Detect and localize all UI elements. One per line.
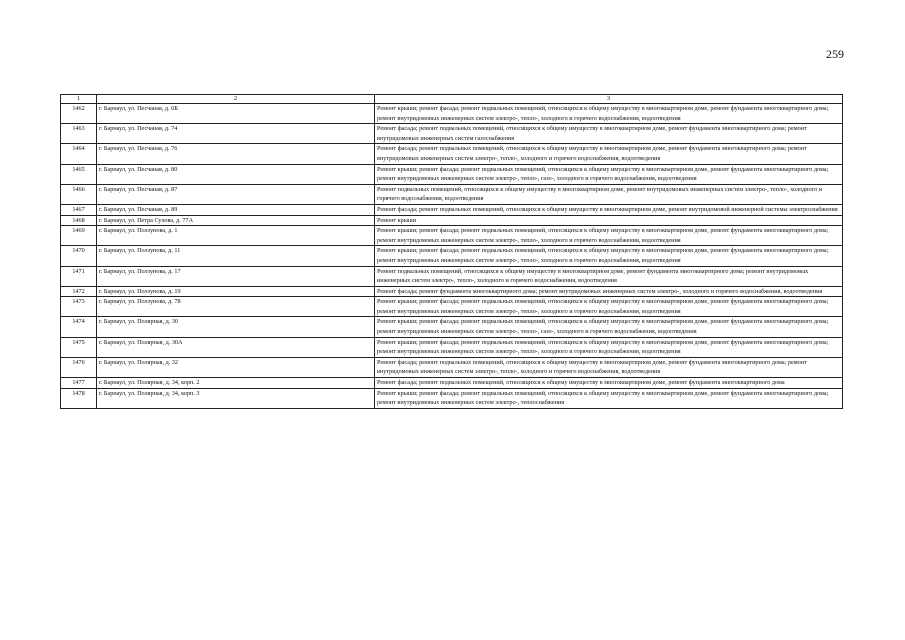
table-row [61,215,843,226]
row-number-cell: 1463 [61,124,97,144]
repair-works-cell: Ремонт подвальных помещений, относящихся к общему имуществу в многоквартирном доме, ремонт фундамента многоквартирного дома; ремонт внутридомовых инженерных систем электро-, тепло-, холодного и горячего водоснабжения, водоотведения [375,266,843,286]
column-header-3: 3 [375,95,843,104]
table-row [61,317,843,337]
row-number-cell: 1462 [61,104,97,124]
address-cell: г. Барнаул, ул. Песчаная, д. 89 [97,204,375,215]
repair-works-cell: Ремонт фасада; ремонт подвальных помещений, относящихся к общему имуществу в многоквартирном доме, ремонт фундамента многоквартирного дома; ремонт внутридомовых инженерных систем электро-, тепло-, холодного и горячего водоснабжения, водоотведения [375,357,843,377]
repair-works-cell: Ремонт фасада; ремонт подвальных помещений, относящихся к общему имуществу в многоквартирном доме, ремонт фундамента многоквартирного дома; ремонт внутридомовых инженерных систем газоснабжения [375,124,843,144]
row-number-cell: 1465 [61,164,97,184]
table-row [61,144,843,164]
table-row [61,297,843,317]
table-row [61,184,843,204]
address-cell: г. Барнаул, ул. Петра Сухова, д. 77А [97,215,375,226]
repair-works-cell: Ремонт крыши [375,215,843,226]
repair-works-cell: Ремонт фасада; ремонт подвальных помещений, относящихся к общему имуществу в многоквартирном доме, ремонт фундамента многоквартирного дома [375,378,843,389]
repair-works-cell: Ремонт подвальных помещений, относящихся к общему имуществу в многоквартирном доме, ремонт внутридомовых инженерных систем электро-, тепло-, холодного и горячего водоснабжения, водоотведения [375,184,843,204]
row-number-cell: 1477 [61,378,97,389]
address-cell: г. Барнаул, ул. Ползунова, д. 11 [97,246,375,266]
repair-works-cell: Ремонт крыши; ремонт фасада; ремонт подвальных помещений, относящихся к общему имуществу в многоквартирном доме, ремонт фундамента многоквартирного дома; ремонт внутридомовых инженерных систем электро-, теплоснабжения [375,388,843,408]
address-cell: г. Барнаул, ул. Песчаная, д. 80 [97,164,375,184]
table-row [61,124,843,144]
row-number-cell: 1478 [61,388,97,408]
address-cell: г. Барнаул, ул. Песчаная, д. 74 [97,124,375,144]
column-header-1: 1 [61,95,97,104]
row-number-cell: 1475 [61,337,97,357]
repair-works-cell: Ремонт крыши; ремонт фасада; ремонт подвальных помещений, относящихся к общему имуществу в многоквартирном доме, ремонт фундамента многоквартирного дома; ремонт внутридомовых инженерных систем электро-, тепло-, холодного и горячего водоснабжения, водоотведения [375,226,843,246]
address-cell: г. Барнаул, ул. Ползунова, д. 78 [97,297,375,317]
repair-works-cell: Ремонт фасада; ремонт подвальных помещений, относящихся к общему имуществу в многоквартирном доме, ремонт внутридомовой инженерной системы электроснабжения [375,204,843,215]
row-number-cell: 1470 [61,246,97,266]
repair-works-cell: Ремонт крыши; ремонт фасада; ремонт подвальных помещений, относящихся к общему имуществу в многоквартирном доме, ремонт фундамента многоквартирного дома; ремонт внутридомовых инженерных систем электро-, тепло-, газо-, холодного и горячего водоснабжения, водоотведения [375,164,843,184]
table-row [61,378,843,389]
address-cell: г. Барнаул, ул. Ползунова, д. 17 [97,266,375,286]
address-cell: г. Барнаул, ул. Песчаная, д. 6Б [97,104,375,124]
table-row [61,286,843,297]
repair-works-cell: Ремонт фасада; ремонт фундамента многоквартирного дома; ремонт внутридомовых инженерных систем электро-, холодного и горячего водоснабжения, водоотведения [375,286,843,297]
table-row [61,337,843,357]
row-number-cell: 1474 [61,317,97,337]
repair-works-cell: Ремонт крыши; ремонт фасада; ремонт подвальных помещений, относящихся к общему имуществу в многоквартирном доме, ремонт фундамента многоквартирного дома; ремонт внутридомовых инженерных систем электро-, тепло-, холодного и горячего водоснабжения, водоотведения [375,297,843,317]
address-cell: г. Барнаул, ул. Полярная, д. 34, корп. 2 [97,378,375,389]
address-cell: г. Барнаул, ул. Ползунова, д. 19 [97,286,375,297]
repair-works-cell: Ремонт крыши; ремонт фасада; ремонт подвальных помещений, относящихся к общему имуществу в многоквартирном доме, ремонт фундамента многоквартирного дома; ремонт внутридомовых инженерных систем электро-, тепло-, холодного и горячего водоснабжения, водоотведения [375,246,843,266]
address-cell: г. Барнаул, ул. Полярная, д. 30 [97,317,375,337]
table-row [61,204,843,215]
table-row [61,104,843,124]
row-number-cell: 1468 [61,215,97,226]
repair-works-cell: Ремонт крыши; ремонт фасада; ремонт подвальных помещений, относящихся к общему имуществу в многоквартирном доме, ремонт фундамента многоквартирного дома; ремонт внутридомовых инженерных систем электро-, тепло-, холодного и горячего водоснабжения, водоотведения [375,104,843,124]
row-number-cell: 1472 [61,286,97,297]
table-row [61,164,843,184]
table-header-row [61,95,843,104]
row-number-cell: 1466 [61,184,97,204]
row-number-cell: 1471 [61,266,97,286]
address-cell: г. Барнаул, ул. Песчаная, д. 87 [97,184,375,204]
address-cell: г. Барнаул, ул. Полярная, д. 34, корп. 3 [97,388,375,408]
address-cell: г. Барнаул, ул. Полярная, д. 30А [97,337,375,357]
row-number-cell: 1473 [61,297,97,317]
row-number-cell: 1464 [61,144,97,164]
address-cell: г. Барнаул, ул. Полярная, д. 32 [97,357,375,377]
table-row [61,246,843,266]
address-cell: г. Барнаул, ул. Ползунова, д. 1 [97,226,375,246]
repair-registry-table [60,94,843,409]
table-row [61,357,843,377]
column-header-2: 2 [97,95,375,104]
row-number-cell: 1476 [61,357,97,377]
repair-works-cell: Ремонт фасада; ремонт подвальных помещений, относящихся к общему имуществу в многоквартирном доме, ремонт фундамента многоквартирного дома; ремонт внутридомовых инженерных систем электро-, тепло-, холодного и горячего водоснабжения, водоотведения [375,144,843,164]
row-number-cell: 1469 [61,226,97,246]
address-cell: г. Барнаул, ул. Песчаная, д. 76 [97,144,375,164]
repair-works-cell: Ремонт крыши; ремонт фасада; ремонт подвальных помещений, относящихся к общему имуществу в многоквартирном доме, ремонт фундамента многоквартирного дома; ремонт внутридомовых инженерных систем электро-, тепло-, газо-, холодного и горячего водоснабжения, водоотведения [375,317,843,337]
table-row [61,226,843,246]
row-number-cell: 1467 [61,204,97,215]
repair-works-cell: Ремонт крыши; ремонт фасада; ремонт подвальных помещений, относящихся к общему имуществу в многоквартирном доме, ремонт фундамента многоквартирного дома; ремонт внутридомовых инженерных систем электро-, тепло-, холодного и горячего водоснабжения, водоотведения [375,337,843,357]
page-number: 259 [826,47,844,61]
table-row [61,266,843,286]
table-row [61,388,843,408]
